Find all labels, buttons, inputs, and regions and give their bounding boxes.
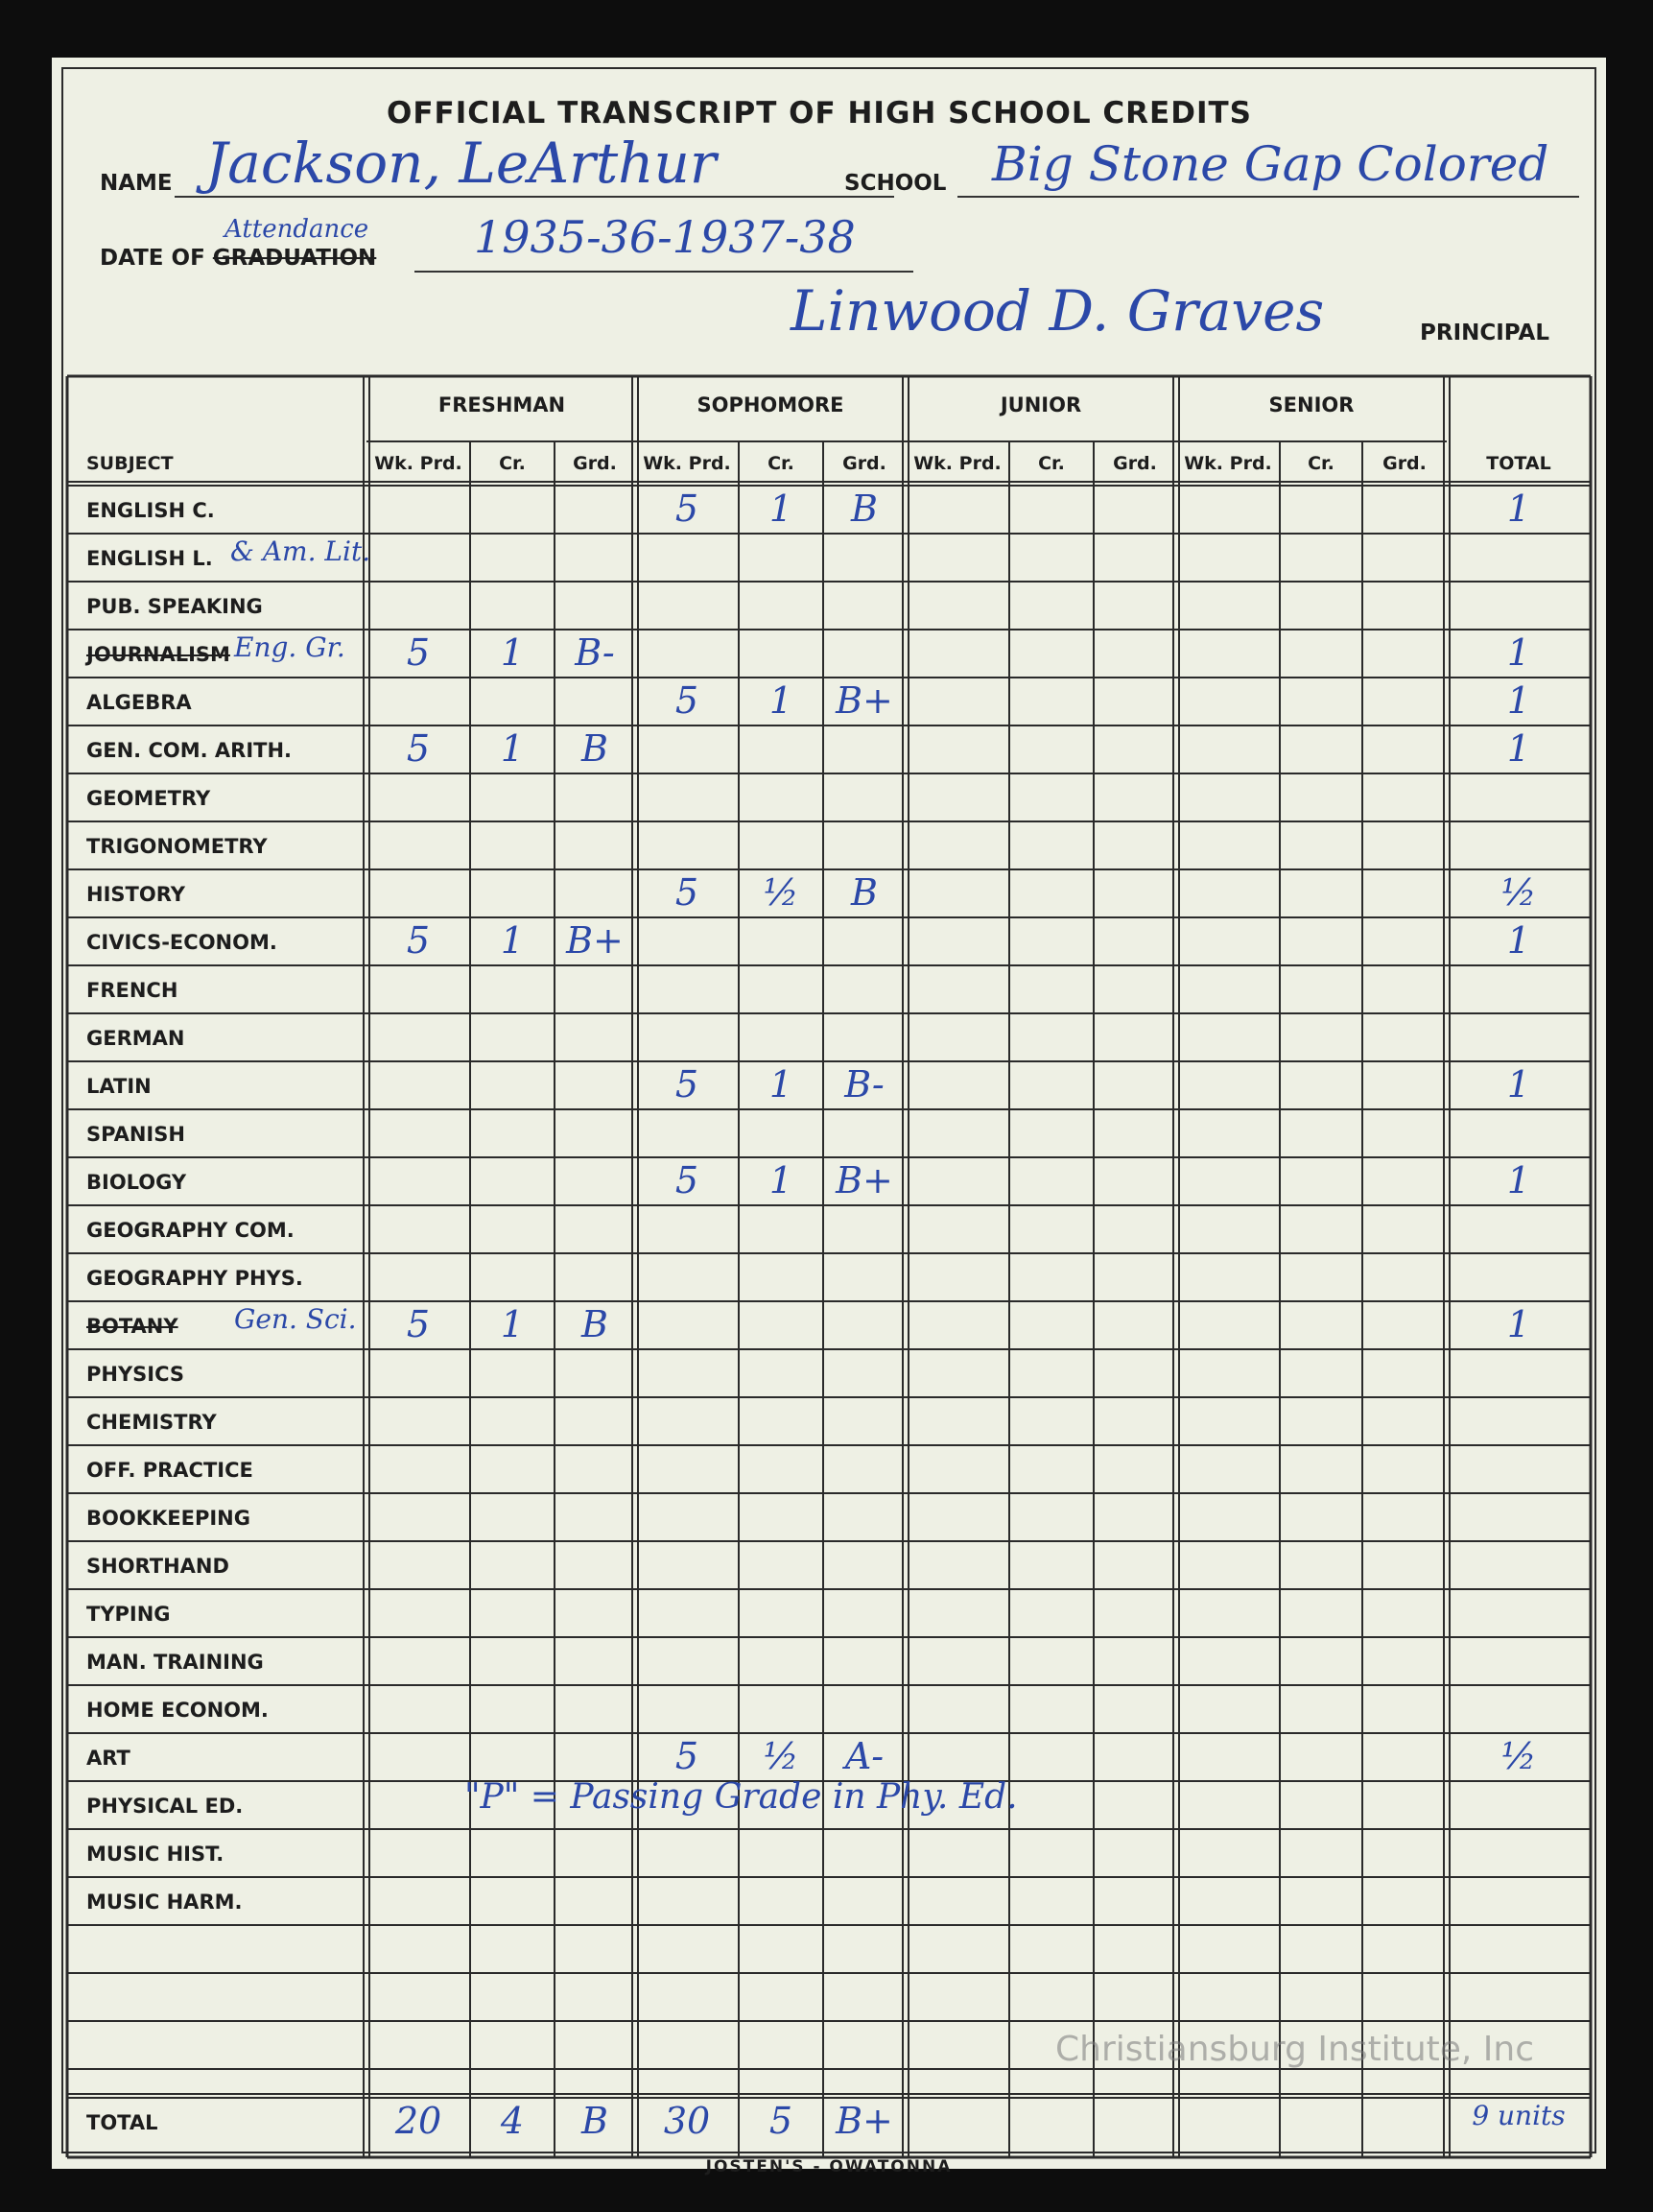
transcript-grid (52, 58, 1606, 2169)
grade-cell-value: 5 (406, 727, 431, 770)
grade-cell-value: 5 (406, 1303, 431, 1345)
grade-cell-value: 5 (674, 1063, 699, 1106)
sub-column-header: Wk. Prd. (643, 453, 731, 474)
school-label: SCHOOL (844, 171, 947, 196)
grade-cell-value: B- (575, 631, 615, 674)
grade-cell-value: ½ (763, 1735, 799, 1777)
row-total: 1 (1506, 631, 1531, 674)
subject-label: PHYSICS (86, 1363, 185, 1386)
principal-label: PRINCIPAL (1420, 321, 1550, 345)
subject-note: & Am. Lit. (230, 535, 371, 567)
grade-cell-value: B+ (836, 679, 893, 722)
year-header-junior: JUNIOR (1000, 393, 1082, 416)
graduation-label-struck: GRADUATION (212, 246, 377, 271)
grade-cell-value: ½ (763, 871, 799, 914)
sub-column-header: Grd. (1113, 453, 1157, 474)
subject-label: MUSIC HIST. (86, 1843, 224, 1866)
grade-cell-value: 5 (674, 488, 699, 530)
document-title: OFFICIAL TRANSCRIPT OF HIGH SCHOOL CREDITS (387, 96, 1252, 131)
subject-label: HOME ECONOM. (86, 1699, 269, 1722)
grade-cell-value: A- (844, 1735, 885, 1777)
row-total: 9 units (1472, 2100, 1566, 2131)
subject-label: MUSIC HARM. (86, 1891, 243, 1914)
grade-cell-value: 1 (768, 1063, 793, 1106)
subject-label: SPANISH (86, 1123, 185, 1146)
sub-column-header: Wk. Prd. (374, 453, 462, 474)
attendance-note: Attendance (224, 215, 369, 244)
name-label: NAME (100, 171, 173, 196)
sub-column-header: Grd. (1382, 453, 1427, 474)
grade-cell-value: 1 (768, 679, 793, 722)
row-total: ½ (1500, 1735, 1537, 1777)
grade-cell-value: B (581, 727, 608, 770)
grade-cell-value: B (581, 1303, 608, 1345)
grade-cell-value: 4 (500, 2100, 525, 2142)
subject-label: GEOMETRY (86, 787, 211, 810)
sub-column-header: Grd. (573, 453, 617, 474)
subject-label: PUB. SPEAKING (86, 595, 263, 618)
sub-column-header: Cr. (767, 453, 794, 474)
row-total: 1 (1506, 727, 1531, 770)
row-total: 1 (1506, 1159, 1531, 1201)
subject-label: ENGLISH C. (86, 499, 215, 522)
grade-cell-value: B+ (836, 1159, 893, 1201)
grade-cell-value: 1 (768, 1159, 793, 1201)
grade-cell-value: 5 (768, 2100, 793, 2142)
grade-cell-value: 20 (394, 2100, 442, 2142)
sub-column-header: Cr. (1308, 453, 1334, 474)
attendance-years: 1935-36-1937-38 (474, 211, 856, 263)
grade-cell-value: 1 (500, 1303, 525, 1345)
watermark: Christiansburg Institute, Inc (1055, 2030, 1535, 2069)
subject-label: TRIGONOMETRY (86, 835, 268, 858)
grade-cell-value: 30 (663, 2100, 711, 2142)
subject-label: CIVICS-ECONOM. (86, 931, 277, 954)
subject-note: Eng. Gr. (234, 631, 345, 663)
transcript-page (52, 58, 1606, 2176)
grade-cell-value: B+ (836, 2100, 893, 2142)
grade-cell-value: 1 (500, 727, 525, 770)
grade-cell-value: 5 (674, 1735, 699, 1777)
subject-label: GEOGRAPHY COM. (86, 1219, 295, 1242)
grade-cell-value: 5 (406, 919, 431, 962)
subject-label: PHYSICAL ED. (86, 1795, 244, 1818)
year-header-senior: SENIOR (1268, 393, 1355, 416)
subject-label: FRENCH (86, 979, 178, 1002)
subject-label: TYPING (86, 1603, 171, 1626)
subject-label: TOTAL (86, 2111, 158, 2134)
subject-note: Gen. Sci. (234, 1303, 357, 1335)
subject-label: LATIN (86, 1075, 152, 1098)
subject-label: BIOLOGY (86, 1171, 187, 1194)
grade-cell-value: B (851, 871, 878, 914)
sub-column-header: Wk. Prd. (1184, 453, 1272, 474)
school-name: Big Stone Gap Colored (992, 136, 1549, 192)
subject-label: GEN. COM. ARITH. (86, 739, 293, 762)
row-total: 1 (1506, 1063, 1531, 1106)
row-total: 1 (1506, 1303, 1531, 1345)
subject-label: ENGLISH L. (86, 547, 213, 570)
row-total: 1 (1506, 919, 1531, 962)
sub-column-header: Cr. (499, 453, 526, 474)
grade-cell-value: 5 (406, 631, 431, 674)
printer-imprint: JOSTEN'S - OWATONNA (705, 2157, 953, 2176)
row-total: 1 (1506, 488, 1531, 530)
subject-label: BOOKKEEPING (86, 1507, 250, 1530)
subject-label: GEOGRAPHY PHYS. (86, 1267, 303, 1290)
subject-label: MAN. TRAINING (86, 1651, 264, 1674)
grade-cell-value: 1 (500, 631, 525, 674)
subject-label: JOURNALISM (86, 643, 230, 666)
subject-label: OFF. PRACTICE (86, 1459, 253, 1482)
grade-cell-value: 5 (674, 1159, 699, 1201)
subject-label: BOTANY (86, 1315, 178, 1338)
grade-cell-value: 1 (768, 488, 793, 530)
subject-label: HISTORY (86, 883, 185, 906)
grade-cell-value: 5 (674, 679, 699, 722)
grade-cell-value: B- (844, 1063, 885, 1106)
sub-column-header: Wk. Prd. (913, 453, 1002, 474)
sub-column-header: Grd. (842, 453, 886, 474)
row-total: 1 (1506, 679, 1531, 722)
sub-column-header: Cr. (1038, 453, 1065, 474)
year-header-sophomore: SOPHOMORE (697, 393, 844, 416)
row-total: ½ (1500, 871, 1537, 914)
grade-cell-value: B (581, 2100, 608, 2142)
subject-label: CHEMISTRY (86, 1411, 217, 1434)
student-name: Jackson, LeArthur (205, 131, 717, 196)
subject-label: GERMAN (86, 1027, 185, 1050)
grade-cell-value: B+ (566, 919, 624, 962)
graduation-label-prefix: DATE OF (100, 246, 213, 271)
subject-label: ART (86, 1747, 130, 1770)
year-header-freshman: FRESHMAN (437, 393, 566, 416)
principal-signature: Linwood D. Graves (791, 278, 1325, 344)
phys-ed-note: "P" = Passing Grade in Phy. Ed. (464, 1777, 1018, 1817)
subject-header: SUBJECT (86, 453, 174, 474)
grade-cell-value: 5 (674, 871, 699, 914)
total-header: TOTAL (1486, 453, 1551, 474)
subject-label: SHORTHAND (86, 1555, 229, 1578)
grade-cell-value: 1 (500, 919, 525, 962)
grade-cell-value: B (851, 488, 878, 530)
subject-label: ALGEBRA (86, 691, 192, 714)
